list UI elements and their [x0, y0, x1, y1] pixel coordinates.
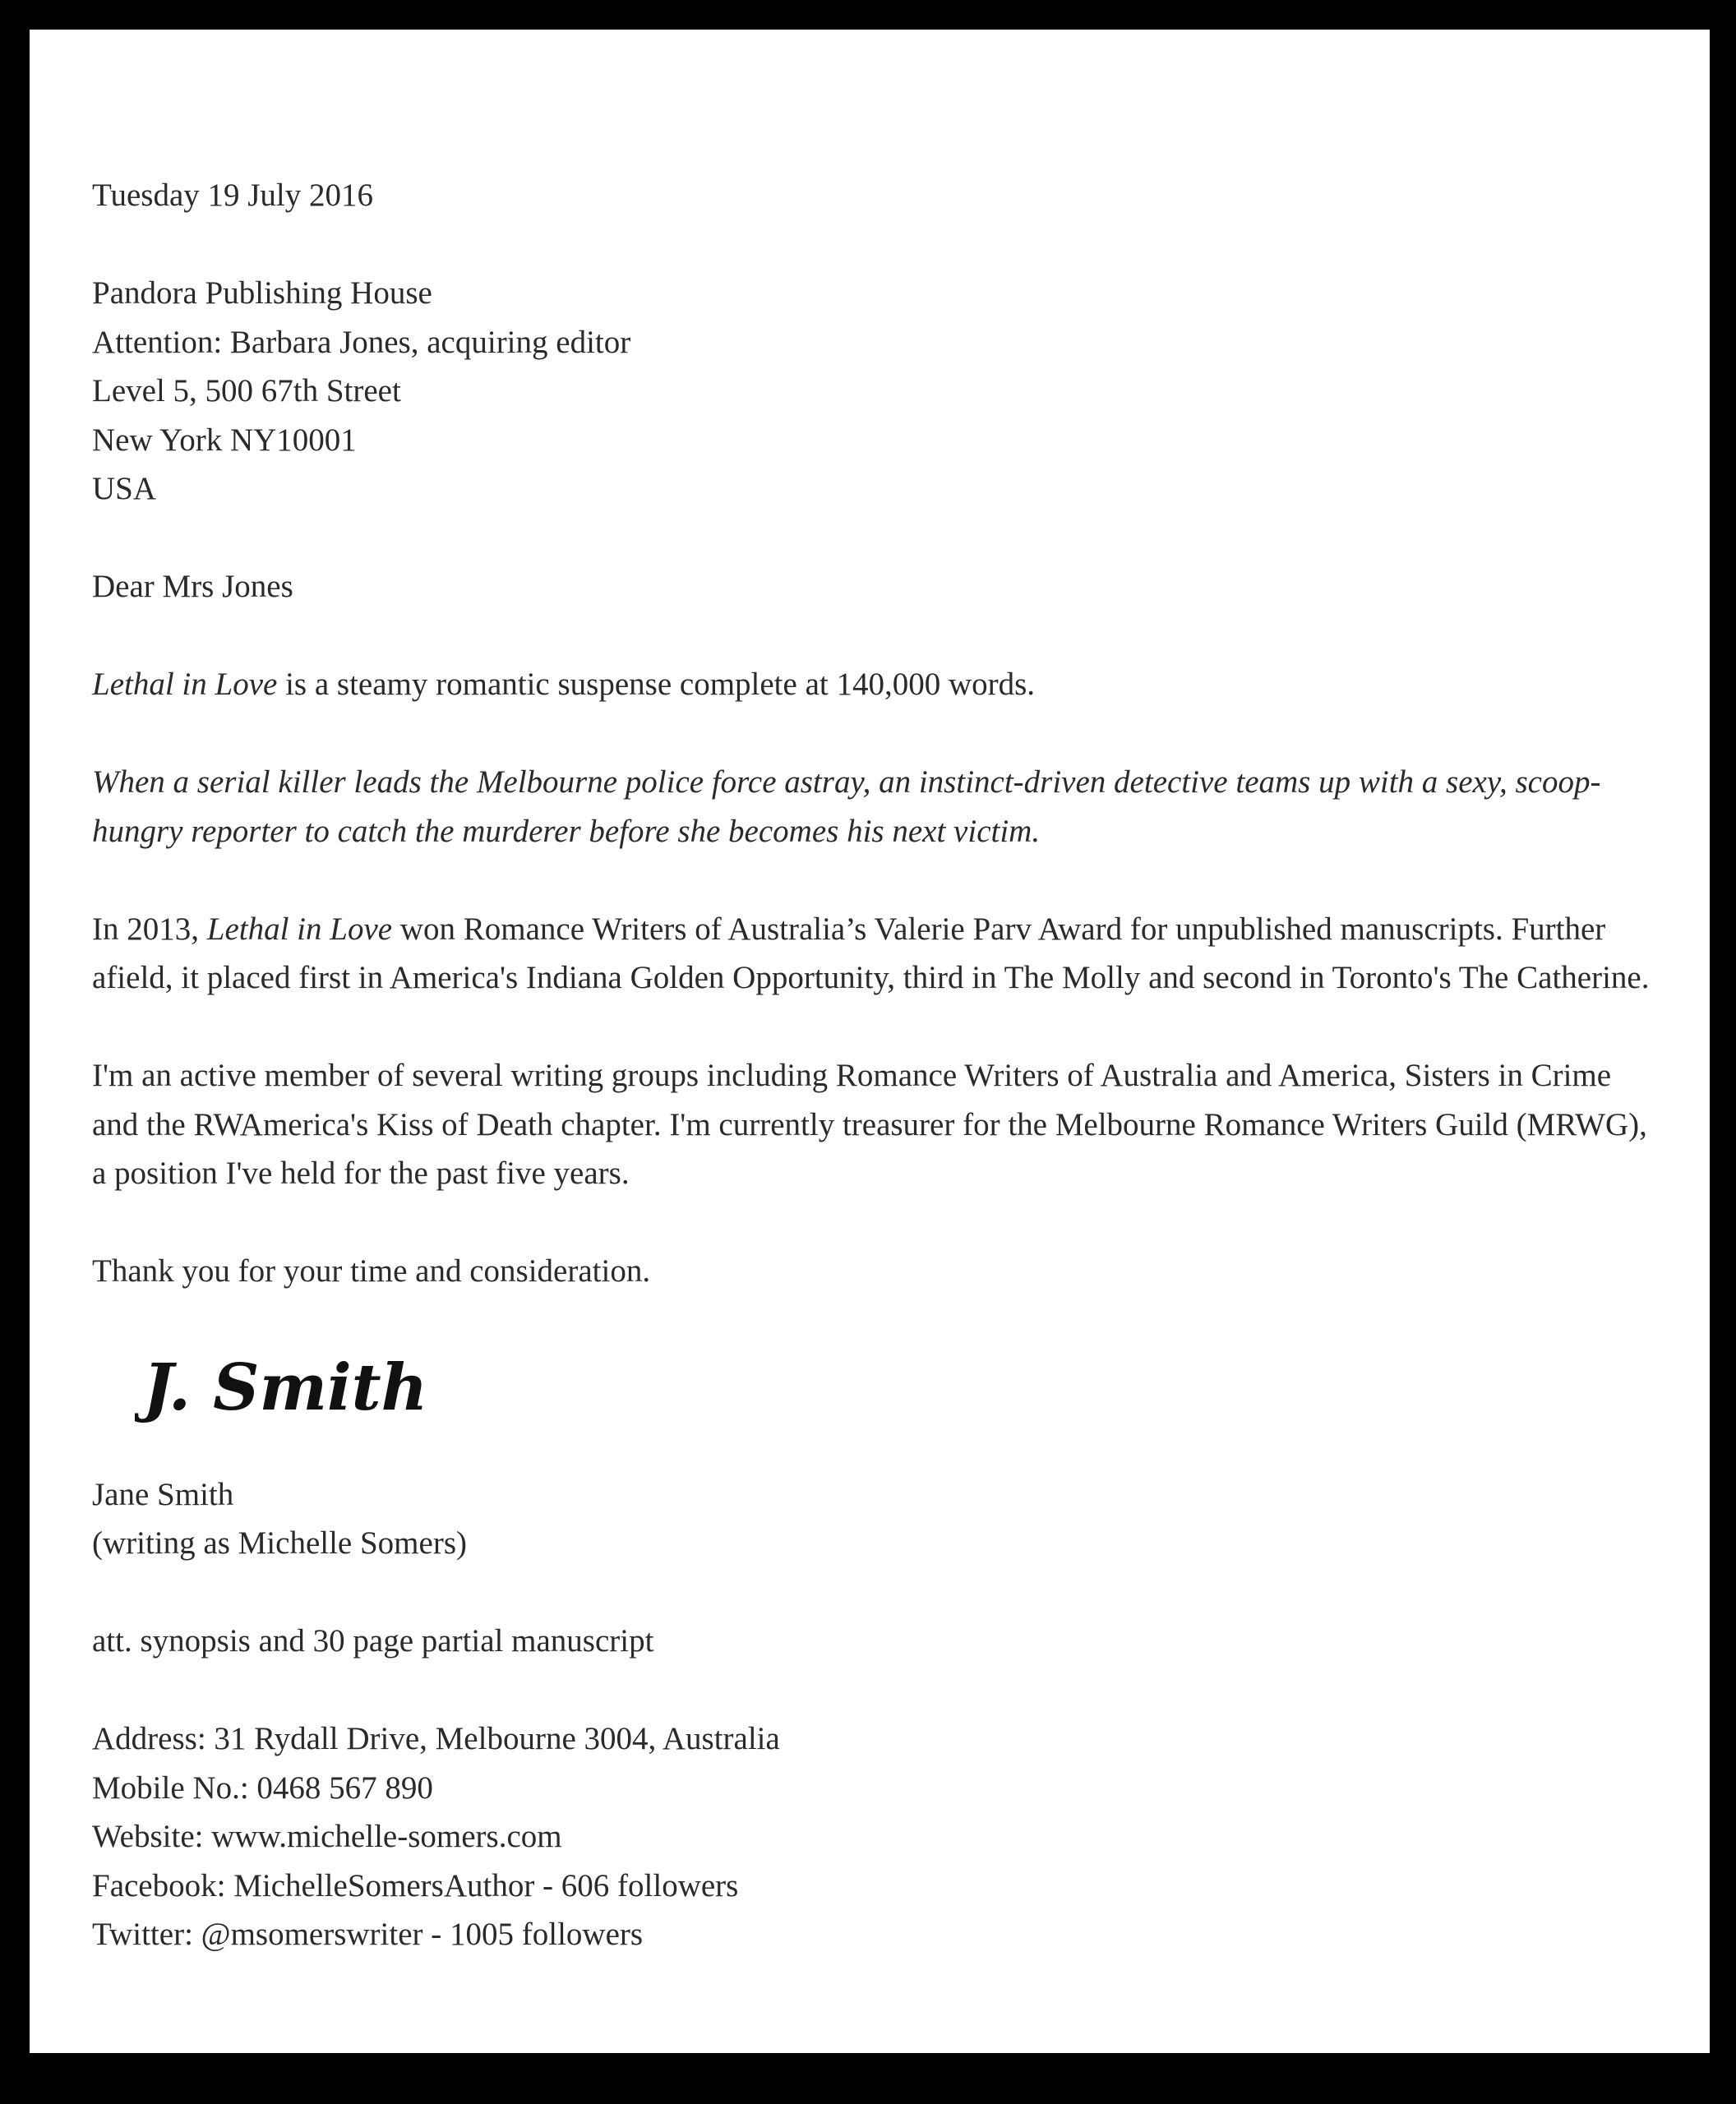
- recipient-country: USA: [92, 471, 157, 506]
- letter-date: Tuesday 19 July 2016: [92, 178, 374, 213]
- signature-text: J. Smith: [143, 1350, 428, 1425]
- recipient-company: Pandora Publishing House: [92, 275, 432, 311]
- recipient-address: [92, 269, 1660, 514]
- contact-block: [92, 1714, 1660, 1959]
- awards-text: won Romance Writers of Australia’s Valerie Parv Award for unpublished manuscripts. Further afield, it placed first in America's Indiana Golden Opportunity, third in The Molly and second in Toronto's The Catherine.: [92, 911, 1650, 995]
- awards-paragraph: [92, 905, 1660, 1003]
- contact-twitter: Twitter: @msomerswriter - 1005 followers: [92, 1917, 644, 1952]
- contact-address: Address: 31 Rydall Drive, Melbourne 3004, Australia: [92, 1721, 780, 1756]
- contact-website: Website: www.michelle-somers.com: [92, 1819, 562, 1854]
- recipient-attention: Attention: Barbara Jones, acquiring editor: [92, 324, 631, 360]
- hook-text: When a serial killer leads the Melbourne police force astray, an instinct-driven detective teams up with a sexy, scoop-hungry reporter to catch the murderer before she becomes his next victim.: [92, 764, 1601, 849]
- book-title: Lethal in Love: [92, 667, 278, 702]
- awards-book-title: Lethal in Love: [206, 911, 393, 947]
- hook-paragraph: [92, 758, 1660, 856]
- letter-date-block: [92, 171, 1660, 220]
- intro-paragraph: [92, 660, 1660, 709]
- bio-paragraph: [92, 1051, 1660, 1198]
- contact-facebook: Facebook: MichelleSomersAuthor - 606 followers: [92, 1867, 739, 1903]
- intro-text: is a steamy romantic suspense complete at 140,000 words.: [277, 667, 1036, 702]
- author-block: [92, 1470, 1660, 1568]
- recipient-city: New York NY10001: [92, 422, 357, 458]
- bio-text: I'm an active member of several writing groups including Romance Writers of Australia and America, Sisters in Crime and the RWAmerica's Kiss of Death chapter. I'm currently treasurer for the Melbourne Romance Writers Guild (MRWG), a position I've held for the past five years.: [92, 1058, 1647, 1191]
- contact-mobile: Mobile No.: 0468 567 890: [92, 1769, 433, 1806]
- attachments-block: [92, 1617, 1660, 1666]
- awards-prefix: In 2013,: [92, 911, 207, 947]
- salutation: Dear Mrs Jones: [92, 569, 293, 604]
- closing-text: Thank you for your time and consideration.: [92, 1253, 651, 1289]
- signature: [92, 1313, 1660, 1460]
- recipient-street: Level 5, 500 67th Street: [92, 373, 401, 408]
- author-name: Jane Smith: [92, 1476, 234, 1512]
- attachments-note: att. synopsis and 30 page partial manuscript: [92, 1623, 654, 1659]
- salutation-block: [92, 562, 1660, 611]
- closing-block: [92, 1247, 1660, 1296]
- pen-name: (writing as Michelle Somers): [92, 1525, 467, 1561]
- signature-image: [135, 1313, 480, 1452]
- letter-page: [30, 30, 1710, 2053]
